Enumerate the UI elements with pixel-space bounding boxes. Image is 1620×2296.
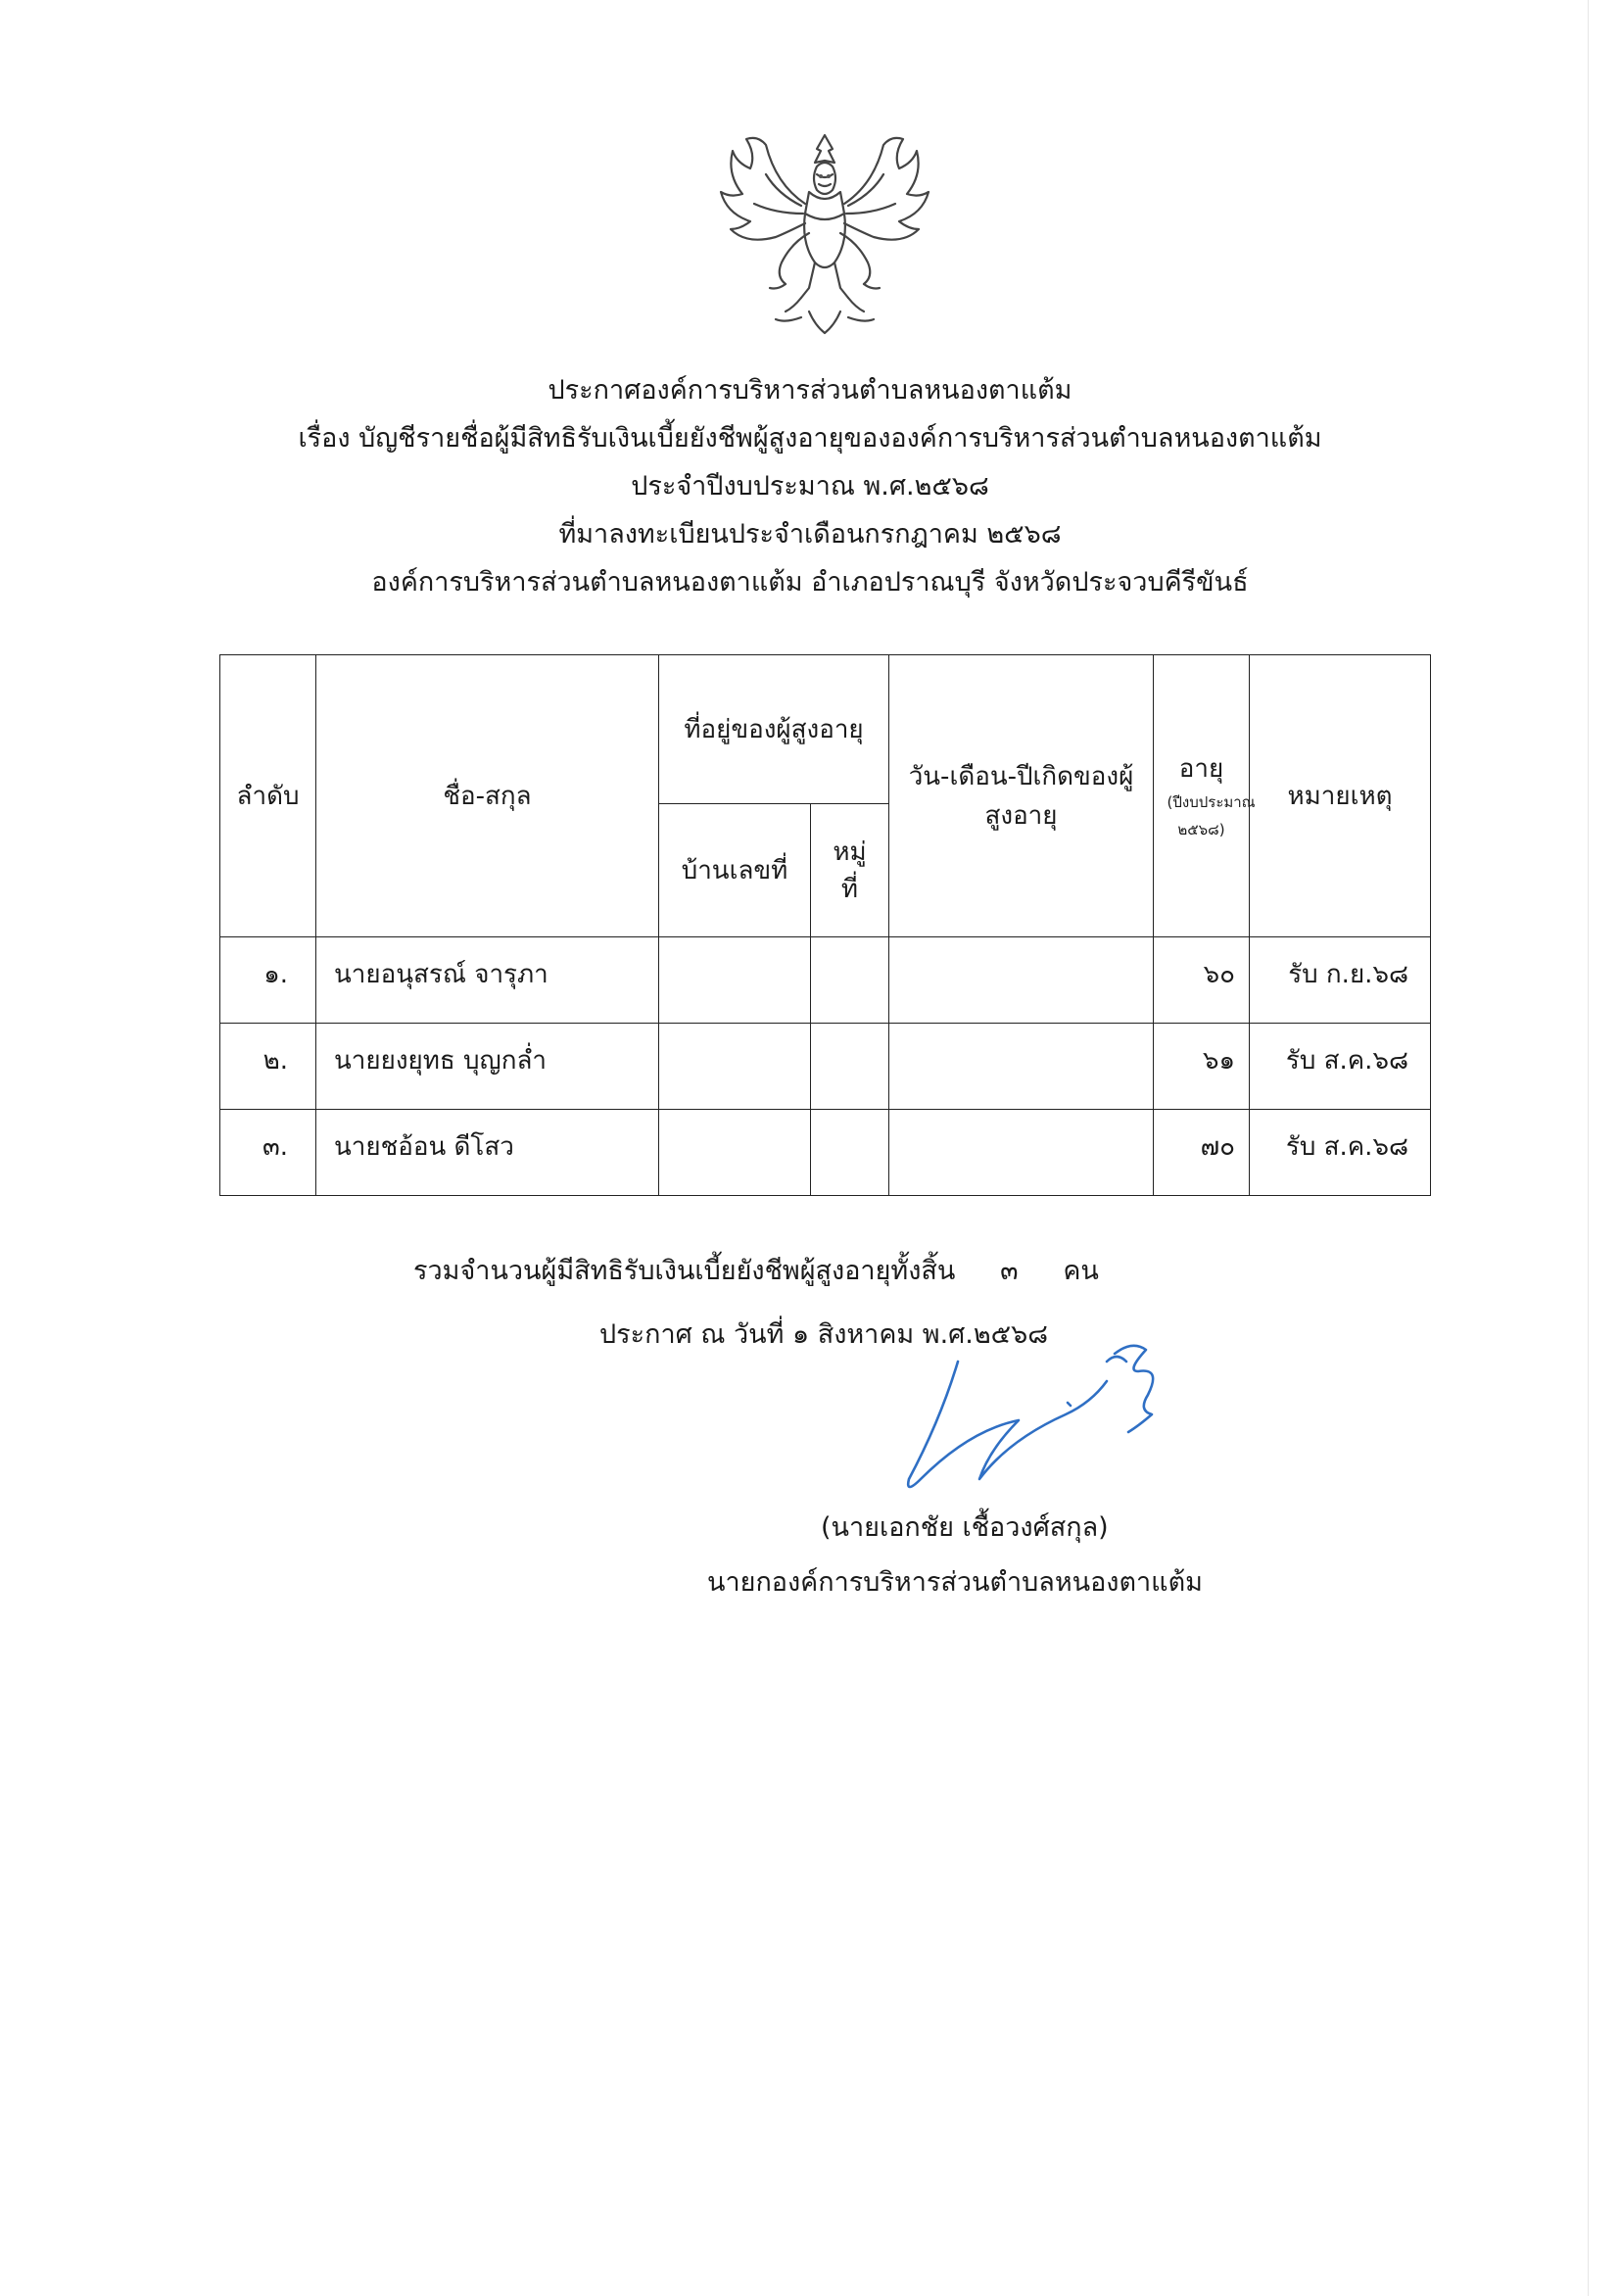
announcement-fiscal-year: ประจำปีงบประมาณ พ.ศ.๒๕๖๘ <box>631 471 989 502</box>
row-age: ๖๐ <box>1154 937 1250 1024</box>
header-house-no: บ้านเลขที่ <box>659 804 811 937</box>
summary-unit: คน <box>1063 1256 1099 1286</box>
row-village-no <box>811 1110 889 1196</box>
row-name: นายอนุสรณ์ จารุภา <box>316 937 659 1024</box>
row-name: นายยงยุทธ บุญกล่ำ <box>316 1024 659 1110</box>
page-edge-line <box>1588 0 1589 2296</box>
summary-label: รวมจำนวนผู้มีสิทธิรับเงินเบี้ยยังชีพผู้สูงอายุทั้งสิ้น <box>413 1256 956 1286</box>
summary-count: ๓ <box>1000 1256 1019 1286</box>
signer-title: นายกองค์การบริหารส่วนตำบลหนองตาแต้ม <box>707 1567 1203 1598</box>
header-name: ชื่อ-สกุล <box>316 655 659 937</box>
announcement-subject: เรื่อง บัญชีรายชื่อผู้มีสิทธิรับเงินเบี้ยยังชีพผู้สูงอายุขององค์การบริหารส่วนตำบลหนองตาแต้ม <box>298 423 1322 454</box>
row-remarks: รับ ส.ค.๖๘ <box>1250 1110 1431 1196</box>
row-birth-date <box>889 1024 1154 1110</box>
elderly-allowance-table <box>219 654 1431 1196</box>
row-remarks: รับ ส.ค.๖๘ <box>1250 1024 1431 1110</box>
garuda-emblem-icon <box>707 116 942 351</box>
row-name: นายชอ้อน ดีโสว <box>316 1110 659 1196</box>
announcement-title: ประกาศองค์การบริหารส่วนตำบลหนองตาแต้ม <box>548 375 1072 406</box>
header-age-note: (ปีงบประมาณ ๒๕๖๘) <box>1167 792 1256 838</box>
header-age-label: อายุ <box>1178 753 1224 784</box>
header-birth-date <box>889 655 1154 937</box>
header-remarks: หมายเหตุ <box>1250 655 1431 937</box>
row-order: ๓. <box>220 1110 316 1196</box>
announcement-date: ประกาศ ณ วันที่ ๑ สิงหาคม พ.ศ.๒๕๖๘ <box>599 1319 1049 1350</box>
header-age <box>1154 655 1256 937</box>
header-birth-date-label: วัน-เดือน-ปีเกิดของผู้สูงอายุ <box>908 761 1134 831</box>
row-village-no <box>811 937 889 1024</box>
header-address: ที่อยู่ของผู้สูงอายุ <box>659 655 889 804</box>
row-birth-date <box>889 937 1154 1024</box>
table-row <box>220 1110 1431 1196</box>
row-remarks: รับ ก.ย.๖๘ <box>1250 937 1431 1024</box>
row-age: ๖๑ <box>1154 1024 1250 1110</box>
header-village-no-label: หมู่ที่ <box>833 837 867 904</box>
row-age: ๗๐ <box>1154 1110 1250 1196</box>
row-birth-date <box>889 1110 1154 1196</box>
table-row <box>220 937 1431 1024</box>
row-house-no <box>659 937 811 1024</box>
row-order: ๒. <box>220 1024 316 1110</box>
row-house-no <box>659 1024 811 1110</box>
table-row <box>220 1024 1431 1110</box>
header-order: ลำดับ <box>220 655 316 937</box>
row-order: ๑. <box>220 937 316 1024</box>
handwritten-signature <box>881 1332 1215 1528</box>
summary-line <box>413 1252 1099 1291</box>
row-house-no <box>659 1110 811 1196</box>
row-village-no <box>811 1024 889 1110</box>
header-village-no <box>811 804 889 937</box>
announcement-organization: องค์การบริหารส่วนตำบลหนองตาแต้ม อำเภอปราณบุรี จังหวัดประจวบคีรีขันธ์ <box>371 567 1249 598</box>
announcement-registration-month: ที่มาลงทะเบียนประจำเดือนกรกฎาคม ๒๕๖๘ <box>558 519 1062 550</box>
signer-name: (นายเอกชัย เชื้อวงศ์สกุล) <box>821 1512 1109 1543</box>
